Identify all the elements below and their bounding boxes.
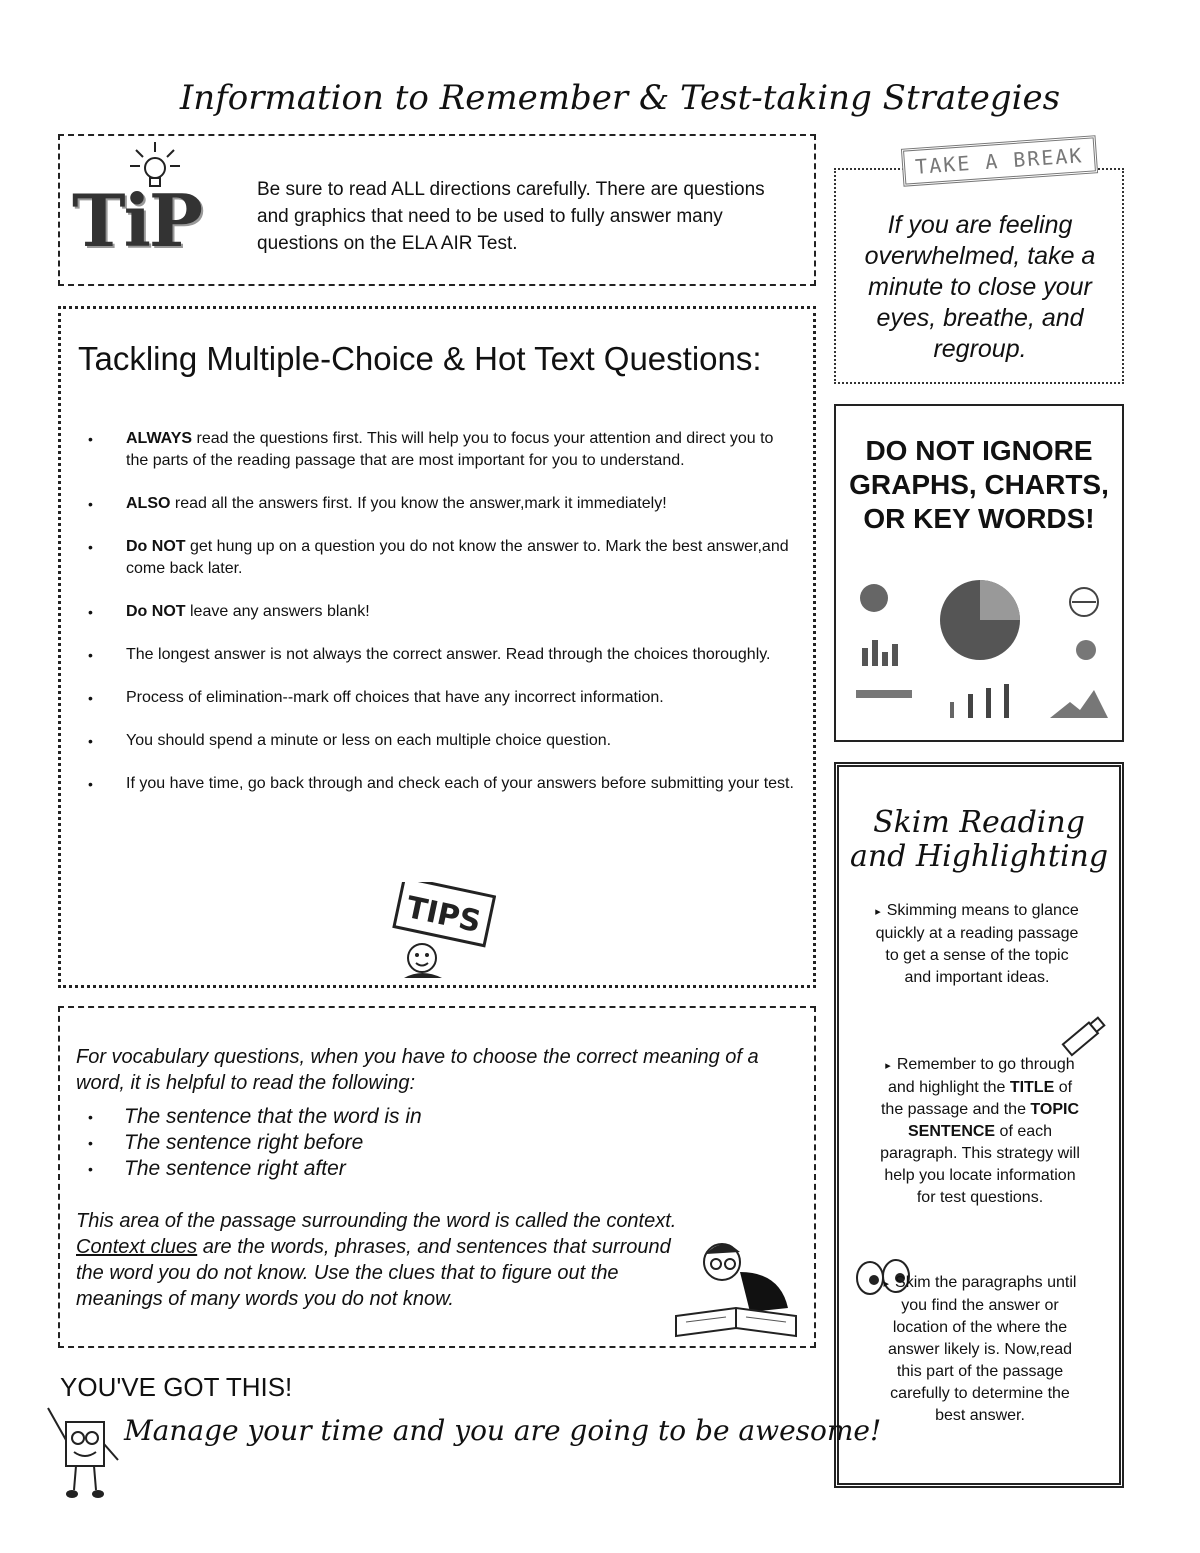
list-item: [88, 601, 798, 623]
reading-student-clipart: [670, 1232, 802, 1344]
vocabulary-context-line: This area of the passage surrounding the word is called the context.: [76, 1210, 677, 1232]
highlighter-icon: [1058, 1012, 1112, 1058]
sponge-character-clipart: [44, 1402, 124, 1500]
item-lead: Do NOT: [126, 538, 186, 555]
vocabulary-intro: For vocabulary questions, when you have to choose the correct meaning of a word, it is helpful to read the following:: [76, 1046, 759, 1094]
multiple-choice-list: [88, 428, 798, 816]
skim-topic-term: TOPIC SENTENCE: [907, 1101, 1080, 1140]
skim-paragraph-1-text: Skimming means to glance quickly at a reading passage to get a sense of the topic and important ideas.: [875, 902, 1079, 986]
bullet-arrow-icon: ▸: [883, 1278, 890, 1290]
context-clues-definition: are the words, phrases, and sentences that surround the word you do not know. Use the clues that to figure out the meanings of many words you do not know.: [76, 1236, 671, 1310]
page-title: Information to Remember & Test-taking Strategies: [179, 78, 1061, 118]
charts-clipart: [850, 578, 1110, 728]
youve-got-this-heading: YOU'VE GOT THIS!: [60, 1372, 293, 1402]
context-clues-term: Context clues: [76, 1236, 198, 1258]
item-lead: Do NOT: [126, 603, 186, 620]
list-item: [88, 687, 798, 709]
item-text: The longest answer is not always the correct answer. Read through the choices thoroughly.: [126, 646, 771, 663]
multiple-choice-heading: Tackling Multiple-Choice & Hot Text Questions:: [78, 340, 762, 377]
skim-paragraph-2-text-b: of the passage and the: [880, 1079, 1073, 1118]
tip-text: Be sure to read ALL directions carefully. There are questions and graphics that need to be used to fully answer many questions on the ELA AIR Test.: [257, 179, 765, 254]
list-item: • The sentence right after: [88, 1156, 788, 1182]
list-item: • The sentence right before: [88, 1130, 788, 1156]
motto-text: Manage your time and you are going to be awesome!: [124, 1414, 882, 1447]
tips-sign-text: TIPS: [403, 890, 484, 941]
list-item: • The sentence that the word is in: [88, 1104, 788, 1130]
item-text: You should spend a minute or less on each multiple choice question.: [126, 732, 612, 749]
skim-title-term: TITLE: [1009, 1079, 1055, 1096]
take-a-break-text: If you are feeling overwhelmed, take a minute to close your eyes, breathe, and regroup.: [864, 211, 1096, 363]
take-a-break-stamp: TAKE A BREAK: [901, 135, 1098, 186]
tip-badge: TiP: [72, 178, 202, 263]
skim-paragraph-1: [872, 900, 1082, 989]
list-item: [88, 773, 798, 795]
skim-paragraph-2-text-c: of each paragraph. This strategy will help you locate information for test questions.: [880, 1123, 1080, 1206]
skim-paragraph-3: [882, 1272, 1078, 1427]
item-lead: ALWAYS: [126, 430, 193, 447]
bullet-arrow-icon: ▸: [875, 906, 881, 918]
item-text: If you have time, go back through and check each of your answers before submitting your test.: [126, 775, 794, 792]
skim-paragraph-2-text-a: Remember to go through and highlight the: [887, 1056, 1075, 1096]
skim-paragraph-3-text: Skim the paragraphs until you find the answer or location of the where the answer likely is. Now,read this part of the passage carefully to determine the best answer.: [887, 1274, 1077, 1424]
bullet-arrow-icon: ▸: [885, 1060, 891, 1072]
item-text: Process of elimination--mark off choices that have any incorrect information.: [126, 689, 664, 706]
list-item: [88, 493, 798, 515]
tips-sign-icon: [384, 882, 496, 980]
list-item: [88, 536, 798, 580]
item-text: get hung up on a question you do not know the answer to. Mark the best answer,and come back later.: [126, 538, 789, 577]
list-item: [88, 730, 798, 752]
item-text: read all the answers first. If you know the answer,mark it immediately!: [170, 495, 667, 512]
skim-paragraph-2: [880, 1054, 1080, 1209]
list-item: [88, 644, 798, 666]
item-text: read the questions first. This will help you to focus your attention and direct you to the parts of the reading passage that are most important for you to understand.: [126, 430, 774, 469]
vocabulary-context-paragraph: [76, 1234, 686, 1312]
list-item: [88, 428, 798, 472]
item-text: leave any answers blank!: [185, 603, 370, 620]
vocabulary-list: [88, 1104, 788, 1182]
item-lead: ALSO: [126, 495, 171, 512]
graphs-heading: DO NOT IGNORE GRAPHS, CHARTS, OR KEY WORDS!: [849, 435, 1109, 534]
skim-reading-heading: Skim Reading and Highlighting: [849, 805, 1109, 874]
